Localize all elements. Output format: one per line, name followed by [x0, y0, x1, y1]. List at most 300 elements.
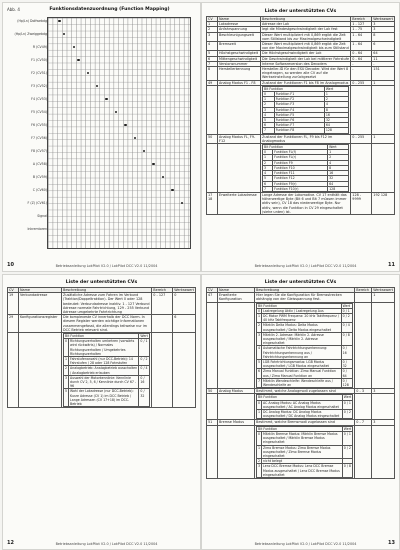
- cv-cell: 17 18: [207, 192, 218, 214]
- bitfield-head: Bit Funktion: [64, 334, 139, 339]
- bit-function: Funktion F11: [273, 171, 328, 176]
- cv-cell: [372, 144, 395, 193]
- page-title: Funktionsdatenzuordnung (Function Mapping): [49, 7, 170, 12]
- bit-function: Funktion F10(r): [273, 186, 328, 191]
- mapping-row-label: F1 (CV50): [31, 58, 47, 62]
- mapping-row-label: F5 (CV54): [31, 110, 47, 114]
- bitfield-table: [262, 144, 349, 192]
- bit-no: 3: [257, 464, 262, 478]
- bitfield-row: [207, 425, 395, 478]
- cv-cell: Interne Softwareversion des Decoders: [261, 61, 351, 66]
- page-number: 10: [7, 262, 14, 268]
- cv-cell: Zustand der Funktionen FL, F9 bis F12 im Analogmodus: [261, 134, 351, 143]
- cv-row: [207, 67, 395, 81]
- bit-value: 0 / 16: [139, 375, 150, 389]
- cv-cell: 8: [372, 32, 395, 41]
- cv-cell: Höchstgeschwindigkeit: [218, 51, 261, 56]
- cv-cell: 3: [372, 22, 395, 27]
- bit-no: 1: [263, 97, 275, 102]
- page-title: Liste der unterstützten CVs: [264, 280, 337, 285]
- cv-cell: 4: [207, 42, 218, 51]
- bit-function: Märklin Bremse Modus: Märklin Bremse Modus ausgeschaltet / Märklin Bremse Modus eingeschaltet: [262, 431, 343, 445]
- cv-cell: [372, 85, 395, 134]
- col-default: Werksswert: [174, 288, 194, 292]
- bit-no: 2: [263, 102, 275, 107]
- bit-no: 0: [64, 339, 69, 357]
- bit-function: Zimo Manual Funktion: Zimo Manual Funktion aus / Zimo Manual Funktion an: [262, 369, 342, 378]
- cv-cell: [207, 302, 218, 389]
- bit-value: 4: [328, 160, 349, 165]
- col-default: Werksswert: [373, 288, 393, 292]
- bitfield-cell: [261, 144, 351, 193]
- cv-cell: 5: [207, 51, 218, 56]
- cv-cell: [351, 144, 372, 193]
- bitfield-head: Wert: [140, 334, 148, 339]
- cv-cell: 0 - 255: [351, 80, 372, 85]
- cv-row: [207, 293, 395, 302]
- bitfield-entry: [257, 431, 353, 445]
- bitfield-row: [207, 144, 395, 193]
- cv-cell: Adresse der Lok: [261, 22, 351, 27]
- cv-cell: [218, 302, 255, 389]
- cv-cell: -: [351, 67, 372, 81]
- cv-cell: 0 - 3: [355, 389, 372, 394]
- cv-cell: [152, 315, 173, 333]
- col-cv: CV: [207, 288, 218, 293]
- bit-no: 5: [263, 176, 273, 181]
- bit-function: Funktion F9: [273, 160, 328, 165]
- bit-no: 2: [64, 366, 69, 375]
- bit-function: DC Motor PWM Frequenz: 20 kHz Taktfrequenz / 40 kHz Taktfrequenz: [262, 314, 342, 323]
- bitfield-entry: [257, 410, 353, 419]
- cv-cell: [218, 425, 255, 478]
- bit-value: 128: [324, 128, 348, 133]
- bit-value: 4: [324, 102, 348, 107]
- cv-cell: 151: [372, 67, 395, 81]
- bit-no: 5: [263, 118, 275, 123]
- bit-no: 5: [64, 389, 69, 407]
- cv-table: [7, 287, 196, 408]
- bit-no: 4: [257, 346, 262, 360]
- mapping-row-label: F2 (CV51): [31, 71, 47, 75]
- bit-function: Funktion F3: [274, 102, 324, 107]
- cv-cell: 1: [372, 293, 395, 302]
- col-desc: Beschreibung: [255, 288, 355, 293]
- cv-cell: 0 - 255: [351, 134, 372, 143]
- bitfield-table: [256, 394, 353, 419]
- bit-no: 7: [257, 378, 262, 387]
- cv-cell: [372, 394, 395, 420]
- page-10: [2, 2, 201, 272]
- bit-no: 4: [263, 171, 273, 176]
- cv-cell: Zusätzliche Adresse zum Fahren im Verbund (Traktion/Doppeltraktion). Der Wert 0 oder 128 bedeutet: Verbundadresse inaktiv. 1 - 127 Verbund Adresse normale Fahrtrichtung, 129 - 255 Verbund Adresse umgekehrte Fahrtrichtung: [62, 293, 152, 315]
- col-cv: CV: [207, 17, 218, 22]
- bit-no: 6: [263, 123, 275, 128]
- cv-cell: 0 - 64: [351, 51, 372, 56]
- mapping-row-label: F (Z) (CV61): [27, 201, 47, 205]
- page-title: Liste der unterstützten CVs: [264, 9, 337, 14]
- mapping-row-label: (Hp/Ln) Zweiggebdg: [14, 32, 47, 36]
- cv-cell: Zustand der Funktionen F1 bis F8 im Analogmodus: [261, 80, 351, 85]
- bit-value: 0 / 16: [341, 346, 353, 360]
- figure-label: Abb. 4: [7, 7, 20, 12]
- bit-function: Lastregelung Aktiv / Lastregelung Aus: [262, 308, 342, 313]
- cv-cell: [152, 333, 173, 408]
- cv-cell: 19: [8, 293, 19, 315]
- cv-cell: Die Geschwindigkeit der Lok bei mittlerer Fahrstufe: [262, 56, 350, 61]
- bitfield-cell: [255, 425, 355, 478]
- cv-cell: [207, 144, 218, 193]
- bitfield-cell: [255, 302, 355, 389]
- cv-cell: [355, 293, 372, 302]
- bit-function: Richtungsverhalten umkehren (vorwärts wird rückwärts) / Normales Richtungsverhalten / Umgekehrtes Richtungsverhalten: [69, 339, 139, 357]
- cv-cell: Beschleunigungszeit: [218, 32, 261, 41]
- cv-cell: [355, 394, 372, 420]
- bitfield-table: [262, 86, 349, 134]
- function-mapping-grid: [47, 17, 191, 249]
- col-desc: Beschreibung: [62, 288, 152, 293]
- cv-cell: 0: [173, 293, 196, 315]
- bit-no: 5: [257, 360, 262, 369]
- bit-no: 1: [263, 155, 273, 160]
- col-name: Name: [218, 17, 261, 22]
- bit-function: LGB Fahrtrichtungsmodus: LGB Modus ausgeschaltet / LGB Modus eingeschaltet: [262, 360, 342, 369]
- cv-cell: 11: [372, 56, 395, 61]
- cv-row: [8, 315, 196, 333]
- bit-value: 2: [324, 97, 348, 102]
- page-number: 12: [7, 540, 14, 546]
- bitfield-head: Wert: [343, 426, 352, 431]
- bit-function: Fahrstufenanzahl (nur DCC-Betrieb): 14 Fahrstufen / 28 oder 128 Fahrstufen: [69, 357, 139, 366]
- bit-value: 2: [328, 155, 349, 160]
- mapping-row-label: F8 (CV57): [31, 149, 47, 153]
- cv-cell: 7: [207, 61, 218, 66]
- bit-no: 1: [257, 445, 262, 459]
- bitfield-cell: [62, 333, 152, 408]
- cv-table: [206, 16, 395, 215]
- bitfield-cell: [261, 85, 351, 134]
- bitfield-entry: [263, 186, 349, 191]
- page-footer: Betriebsanleitung LokPilot V2.0 / LokPilot DCC V2.0 11/2004: [55, 264, 158, 268]
- bit-no: 2: [258, 459, 261, 464]
- page-footer: Betriebsanleitung LokPilot V2.0 / LokPilot DCC V2.0 11/2004: [254, 264, 357, 268]
- col-range: Bereich: [351, 17, 372, 22]
- bit-value: 8: [324, 107, 348, 112]
- mapping-row-label: C (CV60): [32, 188, 47, 192]
- cv-cell: 51: [207, 420, 218, 425]
- bitfield-entry: [257, 323, 353, 332]
- bit-no: 3: [263, 165, 273, 170]
- page-13: [201, 274, 400, 550]
- cv-cell: Dieser Wert multipliziert mit 0,869 ergibt die Zeit vom Stillstand bis zur Maximalgeschwindigkeit: [261, 32, 351, 41]
- cv-cell: [8, 333, 19, 408]
- cv-cell: Anfahrspannung: [218, 27, 261, 32]
- bit-no: 3: [64, 375, 69, 389]
- bit-value: 0 / 4: [139, 366, 150, 375]
- col-default: Werksswert: [373, 17, 393, 21]
- col-cv: CV: [8, 288, 19, 293]
- bitfield-entry: [257, 314, 353, 323]
- cv-cell: [372, 425, 395, 478]
- bit-function: Funktion FL(r): [273, 155, 328, 160]
- bit-value: 0 / 2: [139, 357, 150, 366]
- page-footer: Betriebsanleitung LokPilot V2.0 / LokPilot DCC V2.0 11/2004: [254, 542, 357, 546]
- bit-value: 8: [328, 165, 349, 170]
- mapping-row-label: F4 (CV53): [31, 97, 47, 101]
- bit-function: Analogbetrieb: Analogbetrieb ausschalten / Analogbetrieb erlauben: [70, 366, 138, 375]
- bit-no: 0: [257, 400, 262, 409]
- page-footer: Betriebsanleitung LokPilot V2.0 / LokPilot DCC V2.0 11/2004: [55, 542, 158, 546]
- cv-cell: Analog Modus FL, F9-F12: [218, 134, 261, 143]
- bitfield-head: Wert: [328, 145, 349, 150]
- bitfield-head: Bit Funktion: [257, 395, 343, 400]
- bit-function: Funktion F2: [274, 97, 324, 102]
- cv-cell: Bremse Modus: [218, 420, 255, 425]
- cv-cell: Lokadresse: [218, 22, 261, 27]
- bit-no: 0: [257, 431, 262, 445]
- cv-cell: Verbundadresse: [19, 293, 62, 315]
- bitfield-row: [207, 394, 395, 420]
- mapping-row-label: (Hp/Ln) Dolfwebdg: [17, 19, 47, 23]
- bit-value: 0 / 8: [342, 464, 353, 478]
- page-11: [201, 2, 400, 272]
- bitfield-entry: [257, 360, 353, 369]
- cv-cell: 192 128: [372, 192, 395, 214]
- cv-cell: Erweiterte Konfiguration: [218, 293, 255, 302]
- bit-value: 0 / 64: [341, 369, 353, 378]
- bit-no: 2: [257, 323, 262, 332]
- bit-value: 0 / 32: [139, 389, 150, 407]
- cv-cell: 1: [372, 134, 395, 143]
- bitfield-cell: [255, 394, 355, 420]
- bit-no: 3: [263, 107, 275, 112]
- bit-function: Zimo Bremse Modus: Zimo Bremse Modus ausgeschaltet / Zimo Bremse Modus eingeschaltet: [262, 445, 343, 459]
- cv-row: [207, 42, 395, 51]
- bit-no: 7: [263, 128, 275, 133]
- cv-cell: 47: [207, 293, 218, 302]
- bit-function: Funktion F8: [274, 128, 324, 133]
- cv-cell: Die komplexeste CV innerhalb der DCC Norm. In diesem Register werden wichtige Informationen zusammengefasst, die allerdings teilweise nur im DCC Betrieb relevant sind.: [62, 315, 152, 333]
- cv-cell: [351, 85, 372, 134]
- cv-cell: Analog Modus F1 - F8: [218, 80, 261, 85]
- cv-cell: 1 - 75: [351, 27, 372, 32]
- bit-no: 0: [263, 150, 273, 155]
- bit-value: 0 / 2: [342, 445, 353, 459]
- bit-no: 3: [257, 332, 262, 346]
- bitfield-entry: [257, 445, 353, 459]
- bitfield-entry: [64, 357, 150, 366]
- bitfield-entry: [64, 389, 150, 407]
- bitfield-entry: [64, 366, 150, 375]
- cv-cell: 29: [8, 315, 19, 333]
- bitfield-table: [63, 333, 150, 407]
- bit-value: 0 / 1: [342, 431, 353, 445]
- page-12: [2, 274, 201, 550]
- bit-value: 0 / 32: [341, 360, 353, 369]
- cv-cell: 2: [207, 27, 218, 32]
- cv-cell: Herstellerkennung: [218, 67, 261, 81]
- bit-function: AC Analog Modus: AC Analog Modus ausgeschaltet / AC Analog Modus eingeschaltet: [262, 400, 343, 409]
- bit-value: 0 / 128: [341, 378, 353, 387]
- bit-function: nicht belegt: [262, 459, 343, 464]
- cv-cell: 6: [207, 56, 218, 61]
- cv-cell: Hersteller-ID für den ESU Decoder. Wird der Wert 8 eingetragen, so werden alle CV auf die Werkseinstellung zurückgesetzt: [261, 67, 351, 81]
- cv-cell: 3: [372, 27, 395, 32]
- bitfield-entry: [257, 378, 353, 387]
- bit-function: Funktion F1: [274, 92, 324, 97]
- cv-cell: 8: [207, 67, 218, 81]
- cv-cell: Lange Adresse der Lokomotive. CV 17 enthält das höherwertige Byte (Bit 6 und Bit 7 müssen immer aktiv sein), CV 18 das niederwertige Byte. Nur aktiv, wenn die Funktion in CV 29 eingeschaltet (siehe unten) ist.: [261, 192, 351, 214]
- bitfield-entry: [64, 375, 150, 389]
- bit-function: Märklin Delta Modus: Delta Modus ausgeschaltet / Delta Modus eingeschaltet: [262, 323, 342, 332]
- bit-function: Funktion F5: [274, 112, 324, 117]
- cv-cell: [355, 302, 372, 389]
- cv-cell: -: [372, 61, 395, 66]
- bit-value: 64: [324, 123, 348, 128]
- cv-cell: -: [351, 61, 372, 66]
- bit-function: Lenz DCC Bremse Modus: Lenz DCC Bremse Modus ausgeschaltet / Lenz DCC Bremse Modus eingeschaltet: [262, 464, 343, 478]
- cv-cell: 6: [173, 315, 196, 333]
- cv-cell: [173, 333, 196, 408]
- mapping-row-label: Inkremtoren: [27, 227, 47, 231]
- cv-cell: 49: [207, 80, 218, 85]
- cv-cell: 1: [207, 22, 218, 27]
- bitfield-row: [207, 85, 395, 134]
- bitfield-entry: [257, 369, 353, 378]
- page-title: Liste der unterstützten CVs: [65, 280, 138, 285]
- cv-cell: Bremszeit: [218, 42, 261, 51]
- bit-no: 2: [263, 160, 273, 165]
- cv-cell: 1: [372, 80, 395, 85]
- mapping-row-label: F7 (CV56): [31, 136, 47, 140]
- bit-value: 0 / 1: [341, 308, 353, 313]
- mapping-row-label: A (CV58): [32, 162, 47, 166]
- bitfield-entry: [257, 332, 353, 346]
- cv-cell: 50: [207, 389, 218, 394]
- col-range: Bereich: [355, 288, 372, 293]
- cv-cell: 1 - 64: [351, 32, 372, 41]
- cv-table: [206, 287, 395, 479]
- bit-no: 0: [258, 308, 261, 313]
- bit-value: 0 / 2: [342, 410, 353, 419]
- bit-value: 16: [328, 171, 349, 176]
- cv-cell: Mittengeschwindigkeit: [218, 56, 261, 61]
- col-desc: Beschreibung: [261, 17, 351, 22]
- bitfield-head: Bit Funktion: [263, 86, 325, 91]
- page-number: 11: [388, 262, 395, 268]
- cv-cell: Versionsnummer: [218, 61, 261, 66]
- bitfield-entry: [257, 464, 353, 478]
- bitfield-entry: [64, 339, 150, 357]
- bitfield-table: [256, 303, 353, 389]
- bit-function: Funktion F7: [274, 123, 324, 128]
- cv-cell: Bestimmt, welche Analogmodi zugelassen sind: [255, 389, 355, 394]
- cv-cell: Hier legen Sie die Konfiguration für Bremsstrecken abhängig von der Gleisspannung fest.: [255, 293, 355, 302]
- cv-cell: [372, 302, 395, 389]
- bit-no: 6: [263, 181, 273, 186]
- bit-function: Funktion F12: [273, 176, 328, 181]
- col-name: Name: [218, 288, 255, 293]
- bit-value: 32: [328, 176, 349, 181]
- cv-cell: 6: [372, 42, 395, 51]
- bit-function: Funktion F10: [273, 165, 328, 170]
- bitfield-head: Bit Funktion: [263, 145, 328, 150]
- cv-cell: [218, 85, 261, 134]
- cv-cell: 1 - 64: [351, 42, 372, 51]
- bitfield-head: Wert: [341, 303, 353, 308]
- bit-value: 1: [324, 92, 348, 97]
- bit-value: 0 / 1: [139, 339, 150, 357]
- bit-no: 1: [64, 357, 69, 366]
- cv-cell: Dieser Wert multipliziert mit 0,869 ergibt die Zeit von der Maximalgeschwindigkeit bis zum Stillstand: [261, 42, 351, 51]
- cv-cell: Analog Modus: [218, 389, 255, 394]
- bit-function: Automatische Fahrtrichtungserkennung: Fahrtrichtungserkennung aus / Fahrtrichtungserkennung an: [262, 346, 342, 360]
- cv-row: [8, 293, 196, 315]
- bit-function: Märklin 2. Adresse: Märklin 2. Adresse ausgeschaltet / Märklin 2. Adresse eingeschaltet: [262, 332, 342, 346]
- mapping-row-label: Signal: [37, 214, 47, 218]
- bitfield-row: [8, 333, 196, 408]
- page-number: 13: [388, 540, 395, 546]
- bit-function: Märklin Wendeschleife: Wendeschleife aus / Wendeschleife an: [262, 378, 342, 387]
- bitfield-entry: [257, 400, 353, 409]
- cv-row: [207, 192, 395, 214]
- bit-function: Auswahl der Motorkennlinie: Kennlinie durch CV 2, 5, 6 / Kennlinie durch CV 67 - 96: [69, 375, 139, 389]
- mapping-row-label: B (CV59): [32, 175, 47, 179]
- bit-no: 4: [263, 112, 275, 117]
- bit-function: Wahl der Lokadresse (nur DCC-Betrieb): Kurze Adresse (CV 1) im DCC Betrieb / Lange Adressen (CV 17+18) im DCC-Betrieb: [69, 389, 139, 407]
- cv-cell: 0 - 127: [152, 293, 173, 315]
- cv-cell: 64: [372, 51, 395, 56]
- bit-function: Funktion F9(r): [273, 181, 328, 186]
- bit-value: 1: [328, 150, 349, 155]
- cv-cell: Konfigurationsregister: [19, 315, 62, 333]
- bit-no: 7: [263, 186, 273, 191]
- cv-cell: [355, 425, 372, 478]
- bit-no: 1: [257, 410, 262, 419]
- mapping-row-label: F6 (CV55): [31, 123, 47, 127]
- col-name: Name: [19, 288, 62, 293]
- bit-value: 128: [328, 186, 349, 191]
- cv-cell: Erweiterte Lokadresse: [218, 192, 261, 214]
- cv-cell: [19, 333, 62, 408]
- bit-function: Funktion FL(f): [273, 150, 328, 155]
- bit-value: 0 / 8: [341, 332, 353, 346]
- cv-cell: 3: [207, 32, 218, 41]
- cv-cell: Bestimmt, welche Bremsmodi zugelassen sind: [255, 420, 355, 425]
- bitfield-table: [256, 426, 353, 478]
- cv-cell: [207, 394, 218, 420]
- cv-cell: 3: [372, 389, 395, 394]
- cv-cell: 128 - 9999: [351, 192, 372, 214]
- bit-function: Funktion F6: [274, 118, 324, 123]
- bit-no: 0: [263, 92, 275, 97]
- cv-cell: [207, 85, 218, 134]
- bitfield-head: Bit Funktion: [257, 426, 343, 431]
- cv-cell: 0 - 7: [355, 420, 372, 425]
- bitfield-head: Wert: [343, 395, 352, 400]
- bit-value: 0 / 4: [341, 323, 353, 332]
- bit-no: 1: [257, 314, 262, 323]
- cv-row: [207, 134, 395, 143]
- bitfield-entry: [263, 128, 349, 133]
- bit-value: 16: [324, 112, 348, 117]
- cv-row: [207, 32, 395, 41]
- bit-value: 0 / 2: [341, 314, 353, 323]
- bit-value: 0 / 1: [342, 400, 353, 409]
- bitfield-head: Wert: [324, 86, 348, 91]
- cv-cell: 0 - 64: [351, 56, 372, 61]
- bitfield-row: [207, 302, 395, 389]
